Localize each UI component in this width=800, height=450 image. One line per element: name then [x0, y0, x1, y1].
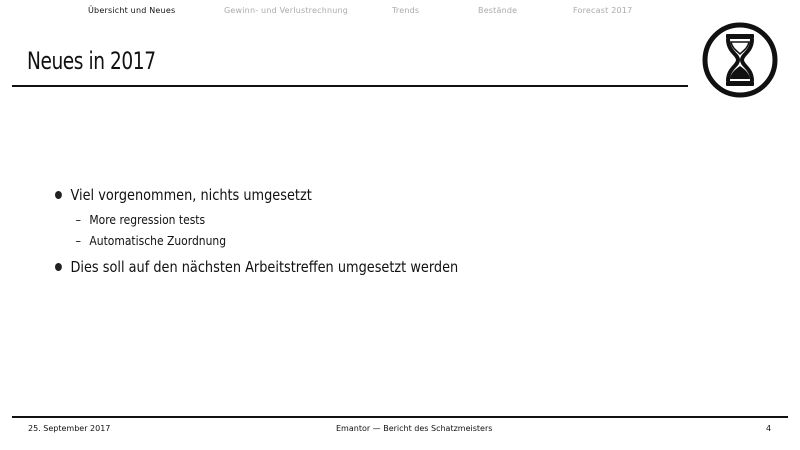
sub-bullet-text: Automatische Zuordnung: [89, 233, 227, 248]
footer-date: 25. September 2017: [28, 424, 111, 433]
nav-item-bestaende[interactable]: Bestände: [478, 6, 518, 15]
bullet-text: Dies soll auf den nächsten Arbeitstreffen umgesetzt werden: [70, 258, 459, 276]
sub-bullet-item: [55, 230, 588, 251]
hourglass-logo-icon: [700, 20, 780, 100]
page-number: 4: [766, 424, 772, 433]
bullet-text: Viel vorgenommen, nichts umgesetzt: [70, 186, 312, 204]
slide-content: [55, 185, 675, 277]
bullet-dot-icon: [55, 191, 62, 199]
nav-item-uebersicht[interactable]: Übersicht und Neues: [88, 6, 176, 15]
slide-title: Neues in 2017: [27, 47, 156, 75]
section-navigation: [0, 6, 690, 20]
nav-item-gewinn-verlust[interactable]: Gewinn- und Verlustrechnung: [224, 6, 349, 15]
bullet-item: [55, 185, 588, 205]
bullet-dot-icon: [55, 263, 62, 271]
bullet-item: [55, 257, 588, 277]
sub-bullet-item: [55, 209, 588, 230]
nav-item-forecast[interactable]: Forecast 2017: [573, 6, 633, 15]
dash-icon: –: [75, 233, 82, 248]
nav-item-trends[interactable]: Trends: [392, 6, 420, 15]
footer-title: Emantor — Bericht des Schatzmeisters: [336, 424, 493, 433]
footer-divider: [12, 416, 788, 418]
dash-icon: –: [75, 212, 82, 227]
title-divider: [12, 85, 688, 87]
sub-bullet-text: More regression tests: [89, 212, 206, 227]
